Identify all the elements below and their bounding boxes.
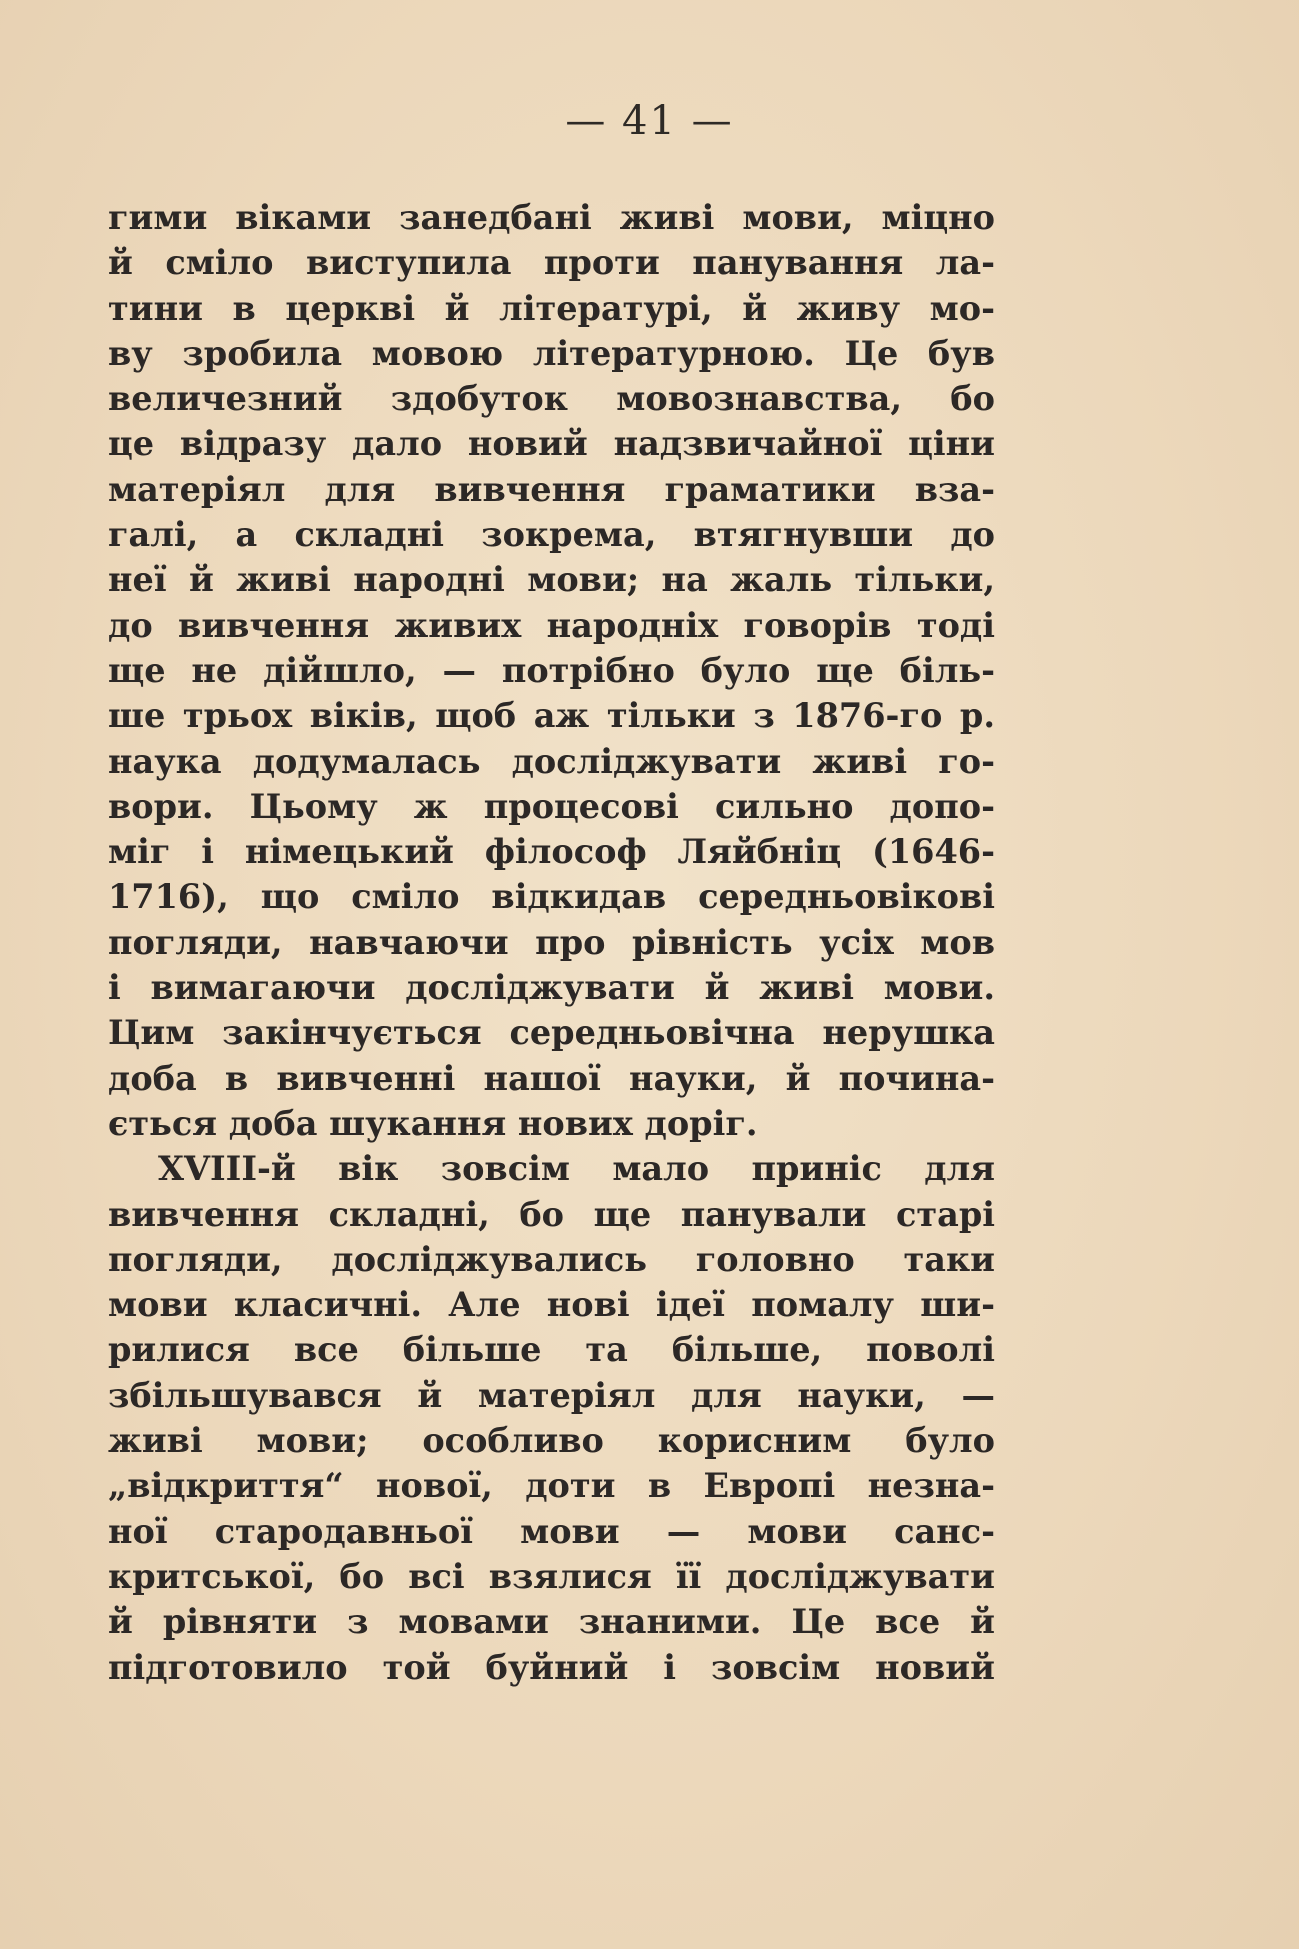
text-line: наука додумалась досліджувати живі го- [108, 741, 995, 781]
page-number: — 41 — [565, 98, 734, 144]
body-text [108, 195, 995, 1690]
text-line: матеріял для вивчення граматики вза- [108, 469, 995, 509]
text-line: вивчення складні, бо ще панували старі [108, 1194, 995, 1234]
text-line: ву зробила мовою літературною. Це був [108, 333, 995, 373]
text-line: живі мови; особливо корисним було [108, 1421, 995, 1461]
text-line: погляди, навчаючи про рівність усіх мов [108, 922, 995, 962]
text-line: міг і німецький філософ Ляйбніц (1646- [108, 832, 995, 872]
text-line: підготовило той буйний і зовсім новий [108, 1647, 995, 1687]
text-line: ше трьох віків, щоб аж тільки з 1876-го р. [108, 696, 995, 736]
text-line: це відразу дало новий надзвичайної ціни [108, 424, 995, 464]
text-line: рилися все більше та більше, поволі [108, 1330, 995, 1370]
text-line: критської, бо всі взялися її досліджувати [108, 1556, 995, 1596]
text-line: галі, а складні зокрема, втягнувши до [108, 515, 995, 555]
text-line: погляди, досліджувались головно таки [108, 1239, 995, 1279]
text-line: гими віками занедбані живі мови, міцно [108, 198, 995, 237]
text-line: вори. Цьому ж процесові сильно допо- [108, 786, 995, 826]
text-line: й сміло виступила проти панування ла- [108, 243, 995, 283]
text-line: мови класичні. Але нові ідеї помалу ши- [108, 1285, 995, 1325]
text-line: Цим закінчується середньовічна нерушка [108, 1013, 995, 1053]
text-line: доба в вивченні нашої науки, й почина- [108, 1058, 995, 1098]
text-line: до вивчення живих народніх говорів тоді [108, 605, 995, 645]
text-line: ної стародавньої мови — мови санс- [108, 1511, 995, 1551]
text-line: 1716), що сміло відкидав середньовікові [108, 877, 995, 917]
text-line: тини в церкві й літературі, й живу мо- [108, 288, 995, 328]
text-line: величезний здобуток мовознавства, бо [108, 379, 995, 419]
text-line: ще не дійшло, — потрібно було ще біль- [108, 650, 995, 690]
text-line: „відкриття“ нової, доти в Европі незна- [108, 1466, 995, 1506]
text-line: і вимагаючи досліджувати й живі мови. [108, 968, 995, 1008]
text-line: збільшувався й матеріял для науки, — [108, 1375, 995, 1415]
text-line: й рівняти з мовами знаними. Це все й [108, 1602, 995, 1642]
text-line: неї й живі народні мови; на жаль тільки, [108, 560, 995, 600]
text-line: XVIII-й вік зовсім мало приніс для [158, 1149, 995, 1189]
text-line: ється доба шукання нових доріг. [108, 1103, 758, 1143]
